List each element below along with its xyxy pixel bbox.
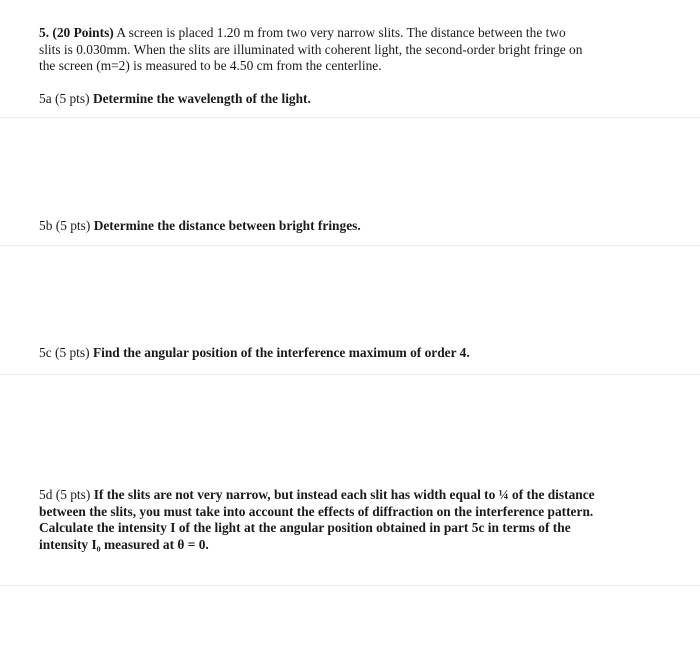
question-5d xyxy=(39,487,679,553)
question-5a xyxy=(39,91,679,108)
problem-header: 5. (20 Points) xyxy=(39,25,114,40)
question-5c-text: Find the angular position of the interference maximum of order 4. xyxy=(92,345,470,360)
question-5b xyxy=(39,218,679,235)
intro-text-1: A screen is placed 1.20 m from two very narrow slits. The distance between the two xyxy=(116,25,566,40)
question-5d-line-1: If the slits are not very narrow, but instead each slit has width equal to ¼ of the distance xyxy=(93,487,595,502)
question-5b-text: Determine the distance between bright fringes. xyxy=(93,218,361,233)
question-5d-line-2: between the slits, you must take into account the effects of diffraction on the interference pattern. xyxy=(39,503,594,519)
divider xyxy=(0,245,700,246)
intro-line-3: the screen (m=2) is measured to be 4.50 cm from the centerline. xyxy=(39,58,382,73)
intro-line-2: slits is 0.030mm. When the slits are illuminated with coherent light, the second-order bright fringe on xyxy=(39,41,583,57)
question-5b-label: 5b (5 pts) xyxy=(39,218,91,233)
intro-line-1 xyxy=(39,25,679,42)
divider xyxy=(0,117,700,118)
problem-intro xyxy=(39,25,679,75)
question-5a-text: Determine the wavelength of the light. xyxy=(92,91,311,106)
divider xyxy=(0,585,700,586)
divider xyxy=(0,374,700,375)
question-5a-label: 5a (5 pts) xyxy=(39,91,90,106)
question-5c xyxy=(39,345,679,362)
question-5c-label: 5c (5 pts) xyxy=(39,345,90,360)
question-5d-line-3: Calculate the intensity I of the light at the angular position obtained in part 5c in terms of the xyxy=(39,520,571,535)
question-5d-line-4: intensity I₀ measured at θ = 0. xyxy=(39,536,209,552)
question-5d-label: 5d (5 pts) xyxy=(39,487,91,502)
